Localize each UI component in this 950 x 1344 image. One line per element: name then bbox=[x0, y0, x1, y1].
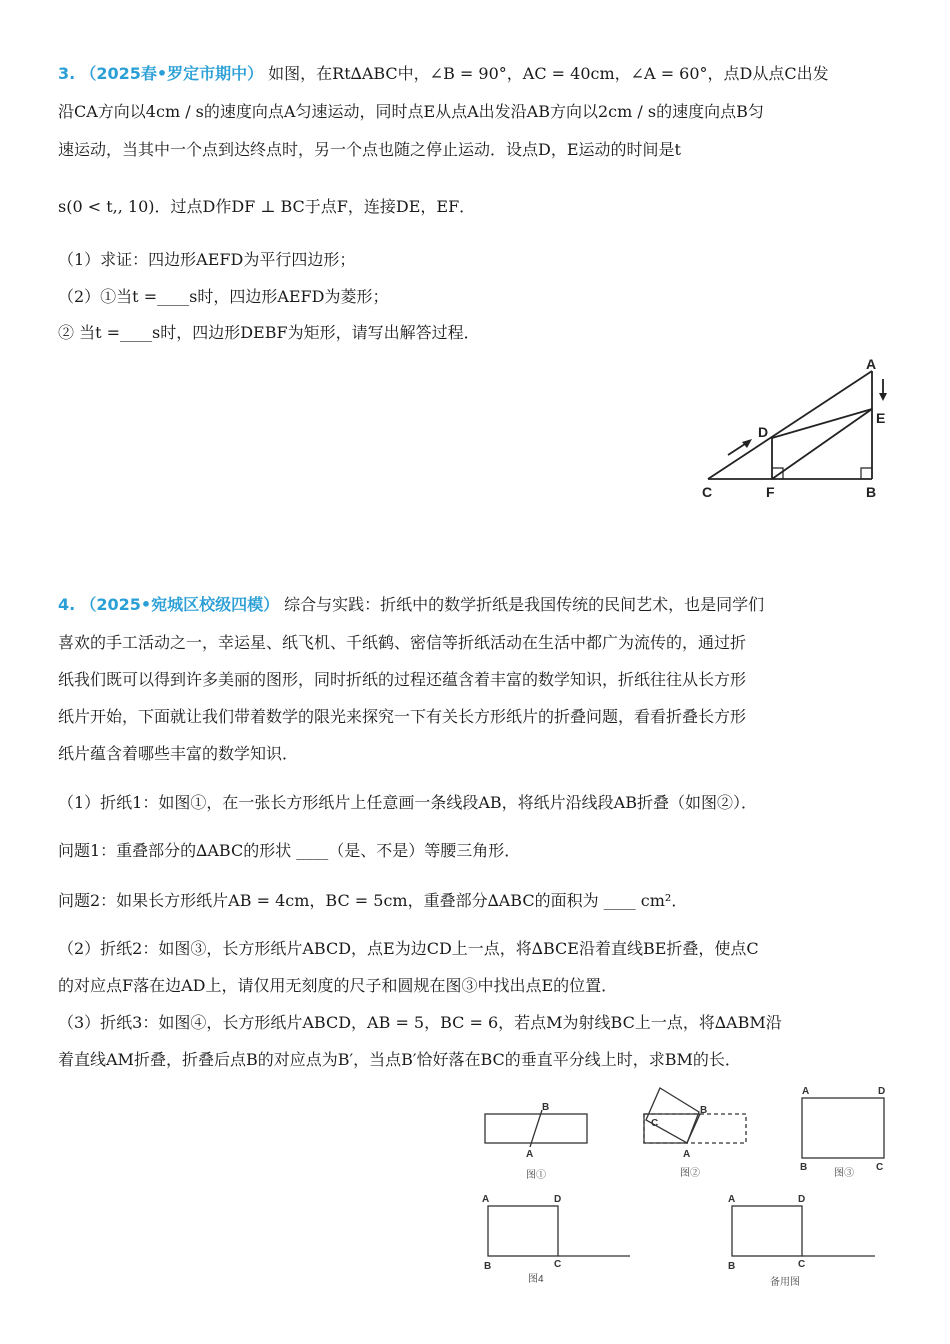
label-b: B bbox=[866, 484, 877, 500]
fig1-caption: 图① bbox=[526, 1170, 546, 1181]
q4-part-2a: （2）折纸2：如图③，长方形纸片ABCD，点E为边CD上一点，将∆BCE沿着直线BE折叠，使点C bbox=[58, 939, 759, 958]
q3-text-4: s(0 < t,, 10)．过点D作DF ⊥ BC于点F，连接DE，EF． bbox=[58, 197, 476, 216]
label-a: A bbox=[866, 356, 877, 372]
q4-folding-figures bbox=[470, 1080, 930, 1295]
q3-part-2b: ② 当t =____s时，四边形DEBF为矩形，请写出解答过程． bbox=[58, 323, 480, 342]
fig2-label-a: A bbox=[683, 1149, 691, 1160]
fig1-label-b: B bbox=[542, 1102, 550, 1113]
q3-text-2: 沿CA方向以4cm / s的速度向点A匀速运动，同时点E从点A出发沿AB方向以2cm / s的速度向点B匀 bbox=[58, 102, 764, 121]
fig3-rectangle bbox=[802, 1098, 884, 1158]
q3-triangle-figure bbox=[690, 355, 900, 505]
spare-caption: 备用图 bbox=[770, 1277, 800, 1288]
fig1-label-a: A bbox=[526, 1149, 534, 1160]
q4-part-3a: （3）折纸3：如图④，长方形纸片ABCD，AB = 5，BC = 6，若点M为射线BC上一点，将∆ABM沿 bbox=[58, 1013, 782, 1032]
label-f: F bbox=[766, 484, 775, 500]
fig4-caption: 图4 bbox=[528, 1274, 544, 1285]
fig3-label-a: A bbox=[802, 1086, 810, 1097]
q3-text-1: 如图，在Rt∆ABC中，∠B = 90°，AC = 40cm，∠A = 60°，点D从点C出发 bbox=[268, 64, 829, 83]
fig4-label-a: A bbox=[482, 1194, 490, 1205]
segment-fe bbox=[772, 409, 872, 479]
q3-part-2a: （2）①当t =____s时，四边形AEFD为菱形； bbox=[58, 287, 389, 306]
q4-question-2: 问题2：如果长方形纸片AB = 4cm，BC = 5cm，重叠部分∆ABC的面积为 ____ cm²． bbox=[58, 891, 688, 910]
spare-label-d: D bbox=[798, 1194, 806, 1205]
fig2-caption: 图② bbox=[680, 1168, 700, 1179]
right-angle-b bbox=[861, 468, 872, 479]
fig4-label-c: C bbox=[554, 1259, 562, 1270]
q4-line-1 bbox=[58, 594, 764, 616]
fig3-label-d: D bbox=[878, 1086, 886, 1097]
q4-intro-5: 纸片蕴含着哪些丰富的数学知识． bbox=[58, 744, 299, 763]
spare-rectangle bbox=[732, 1206, 802, 1256]
arrow-d-icon bbox=[742, 439, 752, 448]
label-d: D bbox=[758, 424, 769, 440]
fig2-label-c: C bbox=[651, 1118, 659, 1129]
fig3-label-b: B bbox=[800, 1162, 808, 1173]
q4-intro-2: 喜欢的手工活动之一，幸运星、纸飞机、千纸鹤、密信等折纸活动在生活中都广为流传的，通过折 bbox=[58, 633, 747, 652]
spare-label-c: C bbox=[798, 1259, 806, 1270]
q4-part-3b: 着直线AM折叠，折叠后点B的对应点为B′，当点B′恰好落在BC的垂直平分线上时，求BM的长． bbox=[58, 1050, 741, 1069]
label-e: E bbox=[876, 410, 886, 426]
fig2-dashed-rect bbox=[644, 1114, 746, 1143]
spare-label-a: A bbox=[728, 1194, 736, 1205]
q3-line-1 bbox=[58, 63, 829, 85]
segment-ca bbox=[708, 371, 872, 479]
fig1-segment-ab bbox=[530, 1110, 542, 1147]
arrow-e-icon bbox=[879, 393, 887, 401]
segment-de bbox=[772, 409, 872, 438]
fig3-caption: 图③ bbox=[834, 1168, 854, 1179]
q4-question-1: 问题1：重叠部分的∆ABC的形状 ____（是、不是）等腰三角形． bbox=[58, 841, 521, 860]
q3-number: 3. bbox=[58, 64, 76, 83]
fig2-label-b: B bbox=[700, 1105, 708, 1116]
fig3-label-c: C bbox=[876, 1162, 884, 1173]
q4-part-2b: 的对应点F落在边AD上，请仅用无刻度的尺子和圆规在图③中找出点E的位置． bbox=[58, 976, 618, 995]
q4-source: （2025•宛城区校级四模） bbox=[80, 595, 280, 614]
fig4-label-d: D bbox=[554, 1194, 562, 1205]
spare-label-b: B bbox=[728, 1261, 736, 1272]
q4-intro-3: 纸我们既可以得到许多美丽的图形，同时折纸的过程还蕴含着丰富的数学知识，折纸往往从长方形 bbox=[58, 670, 747, 689]
fig4-label-b: B bbox=[484, 1261, 492, 1272]
q4-number: 4. bbox=[58, 595, 76, 614]
fig4-rectangle bbox=[488, 1206, 558, 1256]
q3-text-3: 速运动，当其中一个点到达终点时，另一个点也随之停止运动．设点D，E运动的时间是t bbox=[58, 140, 681, 159]
q4-intro-4: 纸片开始，下面就让我们带着数学的限光来探究一下有关长方形纸片的折叠问题，看看折叠长方形 bbox=[58, 707, 747, 726]
q4-intro-1: 综合与实践：折纸中的数学折纸是我国传统的民间艺术，也是同学们 bbox=[284, 595, 765, 614]
q3-source: （2025春•罗定市期中） bbox=[80, 64, 264, 83]
q3-part-1: （1）求证：四边形AEFD为平行四边形； bbox=[58, 250, 356, 269]
label-c: C bbox=[702, 484, 713, 500]
q4-part-1: （1）折纸1：如图①，在一张长方形纸片上任意画一条线段AB，将纸片沿线段AB折叠（如图②）． bbox=[58, 793, 757, 812]
